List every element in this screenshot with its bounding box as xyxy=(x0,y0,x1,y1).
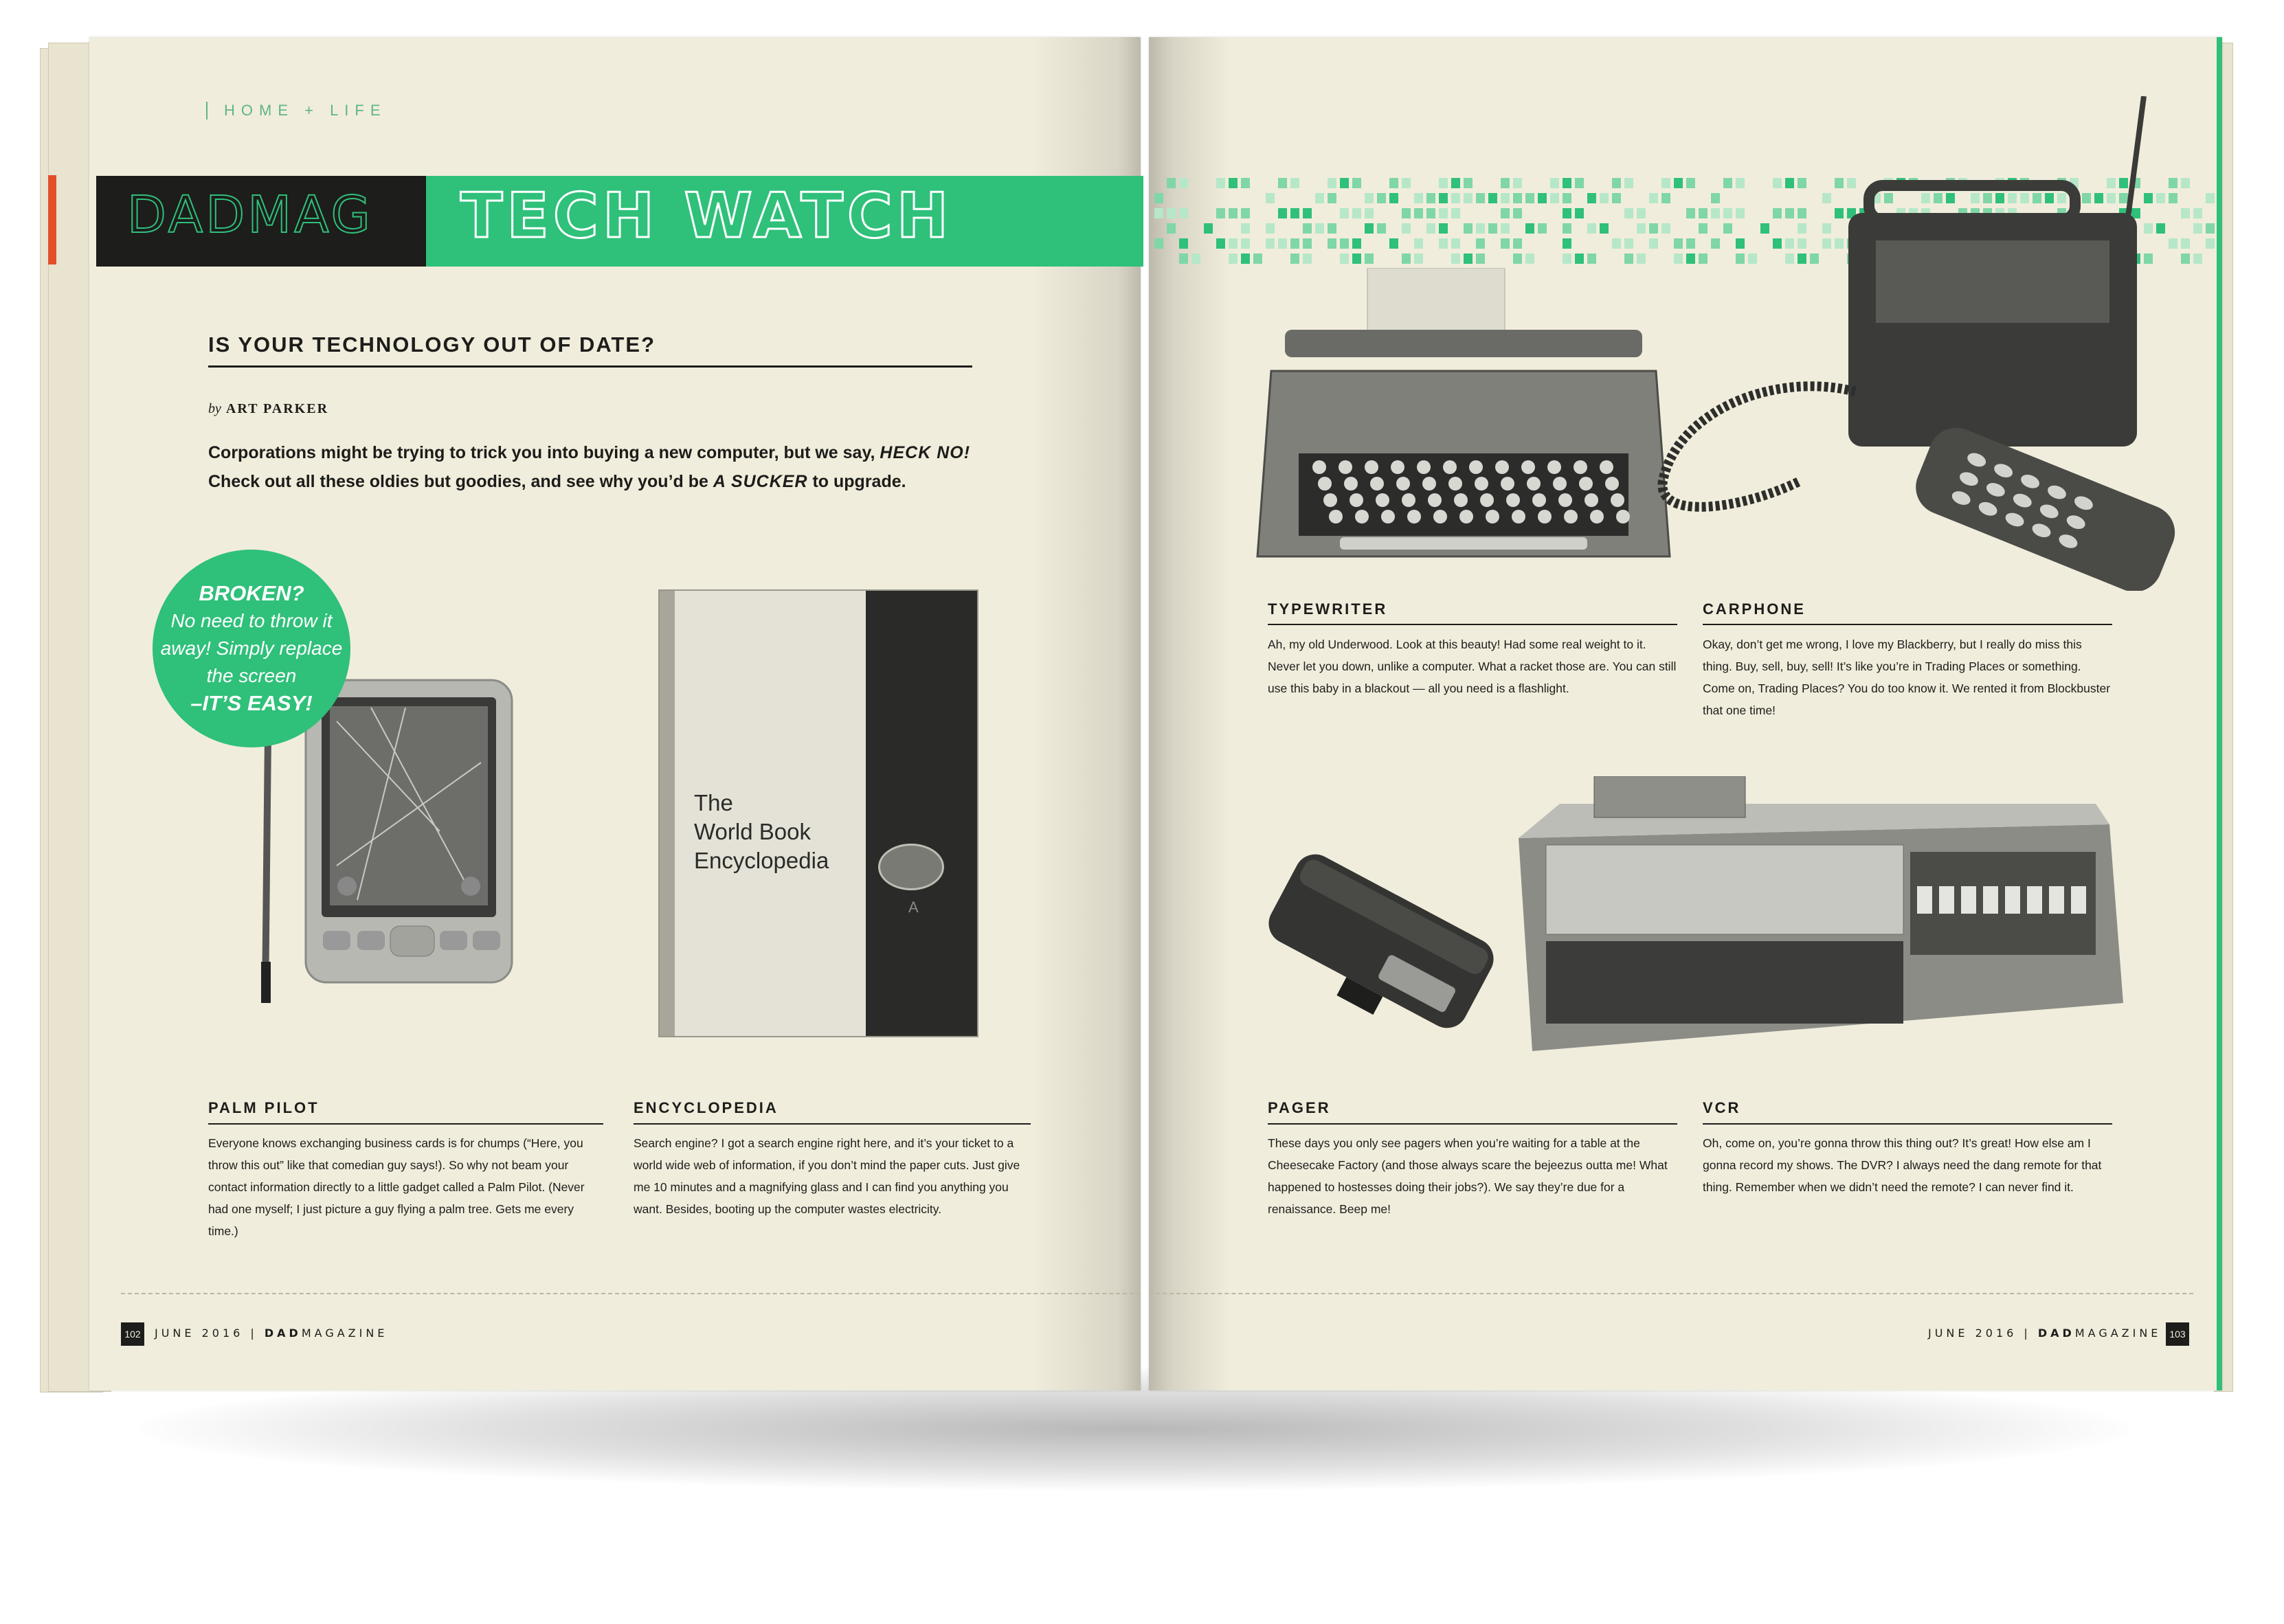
headline-rule xyxy=(208,365,972,368)
footer-right xyxy=(1928,1327,2161,1340)
section-tag: HOME + LIFE xyxy=(206,102,387,120)
item-title: TYPEWRITER xyxy=(1268,600,1388,618)
item-text: Everyone knows exchanging business cards is for chumps (“Here, you throw this out” like that comedian guy says!). So why not beam your contact information directly to a little gadget called a Palm Pilot. (Never had one myself; I just picture a guy flying a palm tree. Gets me every time.) xyxy=(208,1136,585,1238)
vcr-photo xyxy=(1505,776,2130,1065)
intro-emphasis: A SUCKER xyxy=(713,472,808,491)
item-rule xyxy=(634,1123,1031,1125)
item-title: PAGER xyxy=(1268,1099,1331,1116)
intro-text: Check out all these oldies but goodies, and see why you’d be xyxy=(208,472,713,491)
book-volume: A xyxy=(908,899,919,916)
section-title: TECH WATCH xyxy=(460,180,953,252)
item-text: Oh, come on, you’re gonna throw this thing out? It’s great! How else am I gonna record my shows. The DVR? I always need the dang remote for that thing. Remember when we didn’t need the remote? I can never find it. xyxy=(1703,1136,2102,1194)
footer-rule-right xyxy=(1149,1293,2193,1294)
item-title: PALM PILOT xyxy=(208,1099,320,1116)
broken-badge xyxy=(153,550,350,747)
page-number-left: 102 xyxy=(121,1322,144,1346)
item-text: These days you only see pagers when you’re waiting for a table at the Cheesecake Factory (and those always scare the bejeezus outta me! What happened to hostesses doing their jobs?). We say they’re due for a renaissance. Beep me! xyxy=(1268,1136,1668,1216)
item-title: VCR xyxy=(1703,1099,1741,1116)
carphone-photo xyxy=(1649,96,2213,591)
byline-author: ART PARKER xyxy=(225,401,329,416)
badge-body: No need to throw it away! Simply replace the screen xyxy=(160,610,343,686)
footer-date: JUNE 2016 xyxy=(155,1327,244,1340)
item-rule xyxy=(1268,1123,1677,1125)
page-edge-tab xyxy=(48,175,56,264)
item-rule xyxy=(1703,624,2112,625)
footer-separator: | xyxy=(2024,1327,2031,1340)
item-title: ENCYCLOPEDIA xyxy=(634,1099,779,1116)
book-emblem xyxy=(878,844,944,890)
item-text: Ah, my old Underwood. Look at this beauty! Had some real weight to it. Never let you down, unlike a computer. What a racket those are. You can still use this baby in a blackout — all you need is a flashlight. xyxy=(1268,638,1677,695)
footer-brand: DAD xyxy=(264,1327,302,1340)
item-rule xyxy=(1703,1123,2112,1125)
footer-rule-left xyxy=(121,1293,1141,1294)
intro-paragraph xyxy=(208,438,985,496)
footer-brand: DAD xyxy=(2037,1327,2075,1340)
badge-tail: –IT’S EASY! xyxy=(190,691,313,715)
intro-text: Corporations might be trying to trick you into buying a new computer, but we say, xyxy=(208,443,880,462)
footer-separator: | xyxy=(250,1327,258,1340)
book-title-line: World Book xyxy=(694,819,811,844)
page-edge-green xyxy=(2217,37,2222,1390)
byline xyxy=(208,401,328,417)
page-number-right: 103 xyxy=(2166,1322,2189,1346)
footer-magazine: MAGAZINE xyxy=(2074,1327,2162,1340)
intro-emphasis: HECK NO! xyxy=(880,443,971,462)
footer-date: JUNE 2016 xyxy=(1928,1327,2017,1340)
typewriter-photo xyxy=(1244,268,1683,577)
pager-photo xyxy=(1257,838,1505,1051)
masthead: DADMAG xyxy=(127,185,373,245)
book-spine-edge xyxy=(660,591,675,1036)
book-title-line: The xyxy=(694,790,733,815)
footer-magazine: MAGAZINE xyxy=(301,1327,388,1340)
book-spine xyxy=(866,591,977,1036)
book-title-line: Encyclopedia xyxy=(694,848,829,873)
badge-head: BROKEN? xyxy=(199,581,304,605)
encyclopedia-photo xyxy=(658,589,978,1037)
item-rule xyxy=(1268,624,1677,625)
intro-text: to upgrade. xyxy=(807,472,906,491)
footer-left xyxy=(155,1327,388,1340)
item-text: Okay, don’t get me wrong, I love my Blackberry, but I really do miss this thing. Buy, sell, buy, sell! It’s like you’re in Trading Places or something. Come on, Trading Places? You do too know it. We rented it from Blockbuster that one time! xyxy=(1703,638,2111,717)
item-text: Search engine? I got a search engine right here, and it’s your ticket to a world wide web of information, if you don’t mind the paper cuts. Just give me 10 minutes and a magnifying glass and I can find you anything you want. Besides, booting up the computer wastes electricity. xyxy=(634,1136,1020,1216)
item-title: CARPHONE xyxy=(1703,600,1806,618)
item-rule xyxy=(208,1123,603,1125)
headline: IS YOUR TECHNOLOGY OUT OF DATE? xyxy=(208,332,656,357)
book-title xyxy=(694,789,829,875)
byline-prefix: by xyxy=(208,401,221,416)
